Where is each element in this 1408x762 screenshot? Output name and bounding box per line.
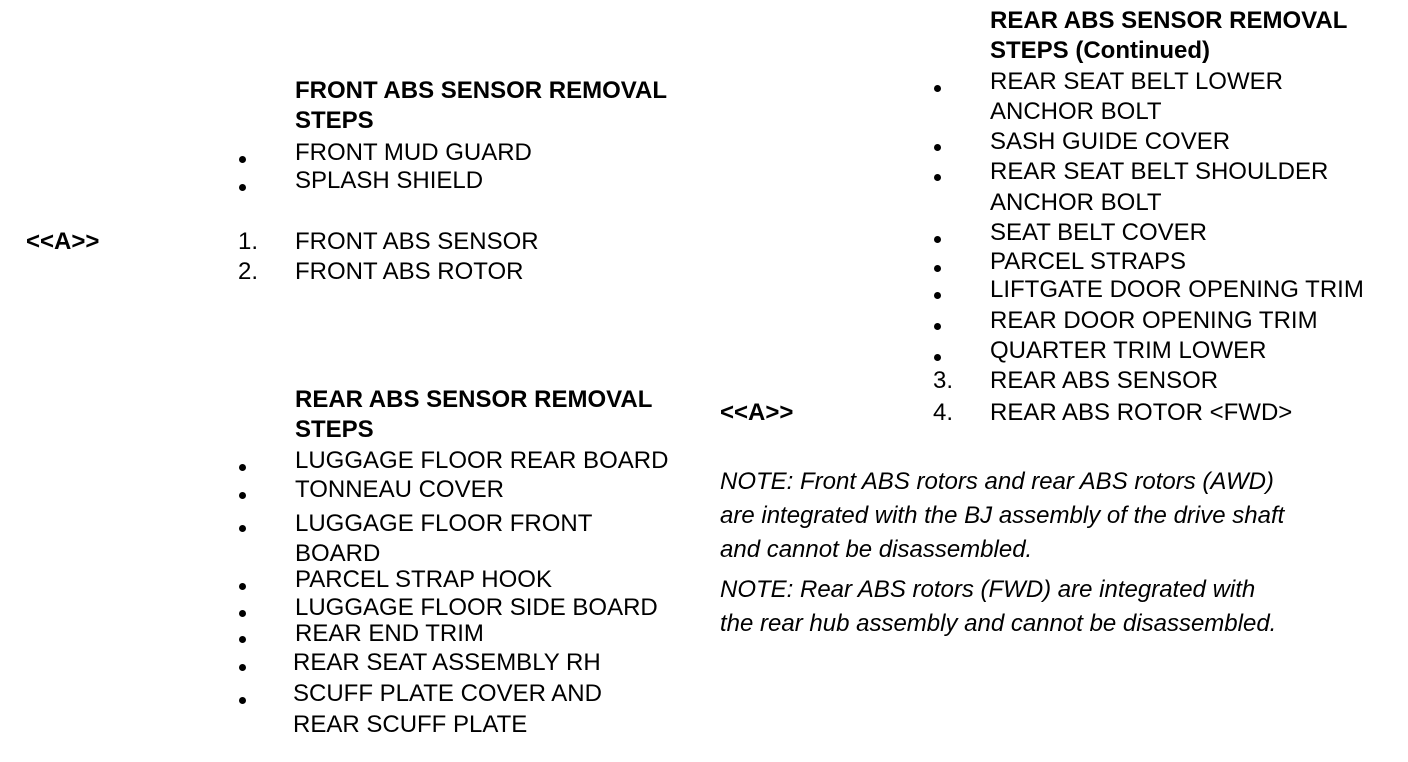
bullet-icon [934, 292, 941, 299]
rear-bullet-item: REAR SEAT ASSEMBLY RH [293, 649, 601, 676]
right-bullet-item: LIFTGATE DOOR OPENING TRIM [990, 276, 1364, 303]
bullet-icon [239, 610, 246, 617]
right-bullet-item: REAR DOOR OPENING TRIM [990, 307, 1318, 334]
bullet-icon [934, 236, 941, 243]
right-bullet-item: SASH GUIDE COVER [990, 128, 1231, 155]
rear-step-label: REAR ABS SENSOR [990, 367, 1219, 394]
bullet-icon [239, 583, 246, 590]
bullet-icon [934, 85, 941, 92]
right-bullet-item: QUARTER TRIM LOWER [990, 337, 1267, 364]
front-step-number: 2. [238, 258, 259, 285]
bullet-icon [239, 525, 246, 532]
rear-bullet-item: PARCEL STRAP HOOK [295, 566, 552, 593]
rear-step-label: REAR ABS ROTOR <FWD> [990, 399, 1293, 426]
note-1-line1: NOTE: Front ABS rotors and rear ABS rotors (AWD) [720, 468, 1274, 495]
bullet-icon [239, 636, 246, 643]
right-bullet-item: PARCEL STRAPS [990, 248, 1187, 275]
rear-bullet-item-cont: BOARD [295, 540, 381, 567]
note-1-line2: are integrated with the BJ assembly of the drive shaft [720, 502, 1285, 529]
bullet-icon [239, 156, 246, 163]
rear-bullet-item-cont: REAR SCUFF PLATE [293, 711, 528, 738]
rear-continued-heading-line2: STEPS (Continued) [990, 37, 1210, 64]
bullet-icon [934, 174, 941, 181]
rear-bullet-item: LUGGAGE FLOOR REAR BOARD [295, 447, 669, 474]
front-step-number: 1. [238, 228, 259, 255]
bullet-icon [239, 664, 246, 671]
right-bullet-item-cont: ANCHOR BOLT [990, 98, 1162, 125]
rear-bullet-item: LUGGAGE FLOOR SIDE BOARD [295, 594, 658, 621]
note-2-line1: NOTE: Rear ABS rotors (FWD) are integrated with [720, 576, 1256, 603]
note-2-line2: the rear hub assembly and cannot be disassembled. [720, 610, 1277, 637]
front-heading-line1: FRONT ABS SENSOR REMOVAL [295, 77, 668, 104]
front-heading-line2: STEPS [295, 107, 374, 134]
right-bullet-item: REAR SEAT BELT LOWER [990, 68, 1283, 95]
front-bullet-item: SPLASH SHIELD [295, 167, 484, 194]
bullet-icon [934, 323, 941, 330]
rear-bullet-item: SCUFF PLATE COVER AND [293, 680, 602, 707]
bullet-icon [934, 265, 941, 272]
front-step-label: FRONT ABS ROTOR [295, 258, 524, 285]
front-ref-marker: <<A>> [26, 228, 100, 255]
front-bullet-item: FRONT MUD GUARD [295, 139, 532, 166]
rear-heading-line2: STEPS [295, 416, 374, 443]
right-bullet-item: REAR SEAT BELT SHOULDER [990, 158, 1329, 185]
rear-continued-heading-line1: REAR ABS SENSOR REMOVAL [990, 7, 1348, 34]
bullet-icon [239, 697, 246, 704]
bullet-icon [239, 464, 246, 471]
note-1-line3: and cannot be disassembled. [720, 536, 1033, 563]
bullet-icon [934, 144, 941, 151]
rear-bullet-item: TONNEAU COVER [295, 476, 504, 503]
bullet-icon [934, 354, 941, 361]
right-bullet-item: SEAT BELT COVER [990, 219, 1207, 246]
front-step-label: FRONT ABS SENSOR [295, 228, 539, 255]
bullet-icon [239, 492, 246, 499]
right-bullet-item-cont: ANCHOR BOLT [990, 189, 1162, 216]
rear-ref-marker: <<A>> [720, 399, 794, 426]
rear-step-number: 3. [933, 367, 954, 394]
rear-step-number: 4. [933, 399, 954, 426]
bullet-icon [239, 184, 246, 191]
rear-heading-line1: REAR ABS SENSOR REMOVAL [295, 386, 653, 413]
rear-bullet-item: REAR END TRIM [295, 620, 484, 647]
rear-bullet-item: LUGGAGE FLOOR FRONT [295, 510, 593, 537]
